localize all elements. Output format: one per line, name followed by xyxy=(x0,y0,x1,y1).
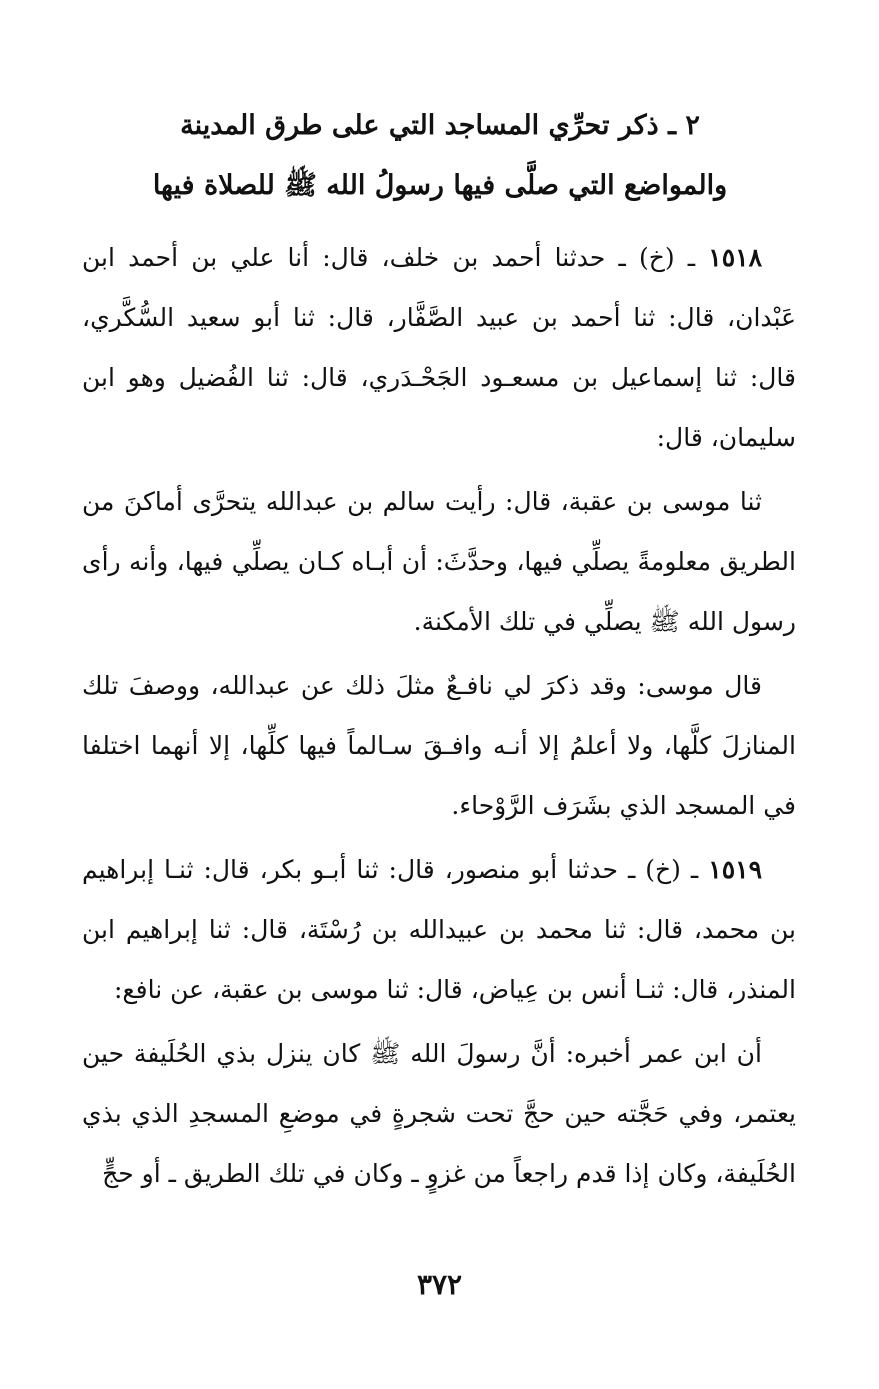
hadith-number: ١٥١٩ xyxy=(708,855,762,884)
page-number: ٣٧٢ xyxy=(416,1268,463,1301)
paragraph-hadith-1518 xyxy=(82,228,796,468)
main-text xyxy=(82,228,796,1208)
paragraph-text: ـ (خ) ـ حدثنا أحمد بن خلف، قال: أنا علي بن أحمد ابن عَبْدان، قال: ثنا أحمد بن عبيد الصَّفَّار، قال: ثنا أبو سعيد السُّكَّري، قال: ثنا إسماعيل بن مسعـود الجَحْـدَري، قال: ثنا الفُضيل وهو ابن سليمان، قال: xyxy=(82,243,796,452)
paragraph-text: ثنا موسى بن عقبة، قال: رأيت سالم بن عبدالله يتحرَّى أماكنَ من الطريق معلومةً يصلِّي فيها، وحدَّثَ: أن أبـاه كـان يصلِّي فيها، وأنه رأى رسول الله ﷺ يصلِّي في تلك الأمكنة. xyxy=(82,487,796,636)
paragraph-text: قال موسى: وقد ذكرَ لي نافـعٌ مثلَ ذلك عن عبدالله، ووصفَ تلك المنازلَ كلَّها، ولا أعلمُ إلا أنـه وافـقَ سـالماً فيها كلِّها، إلا أنهما اختلفا في المسجد الذي بشَرَف الرَّوْحاء. xyxy=(82,671,796,820)
paragraph-ibn-umar xyxy=(82,1024,796,1204)
paragraph-text: ـ (خ) ـ حدثنا أبو منصور، قال: ثنا أبـو بكر، قال: ثنـا إبراهيم بن محمد، قال: ثنا محمد بن عبيدالله بن رُسْتَة، قال: ثنا إبراهيم ابن المنذر، قال: ثنـا أنس بن عِياض، قال: ثنا موسى بن عقبة، عن نافع: xyxy=(82,855,796,1004)
paragraph-hadith-1519 xyxy=(82,840,796,1020)
paragraph-musa-comment xyxy=(82,656,796,836)
paragraph-text: أن ابن عمر أخبره: أنَّ رسولَ الله ﷺ كان ينزل بذي الحُلَيفة حين يعتمر، وفي حَجَّته حين حجَّ تحت شجرةٍ في موضعِ المسجدِ الذي بذي الحُلَيفة، وكان إذا قدم راجعاً من غزوٍ ـ وكان في تلك الطريق ـ أو حجٍّ xyxy=(82,1039,796,1188)
hadith-number: ١٥١٨ xyxy=(708,243,762,272)
chapter-heading-line-2: والمواضع التي صلَّى فيها رسولُ الله ﷺ للصلاة فيها xyxy=(152,170,728,201)
chapter-heading-line-1: ٢ ـ ذكر تحرِّي المساجد التي على طرق المدينة xyxy=(180,110,700,141)
chapter-heading xyxy=(120,96,760,216)
paragraph-musa-narration xyxy=(82,472,796,652)
